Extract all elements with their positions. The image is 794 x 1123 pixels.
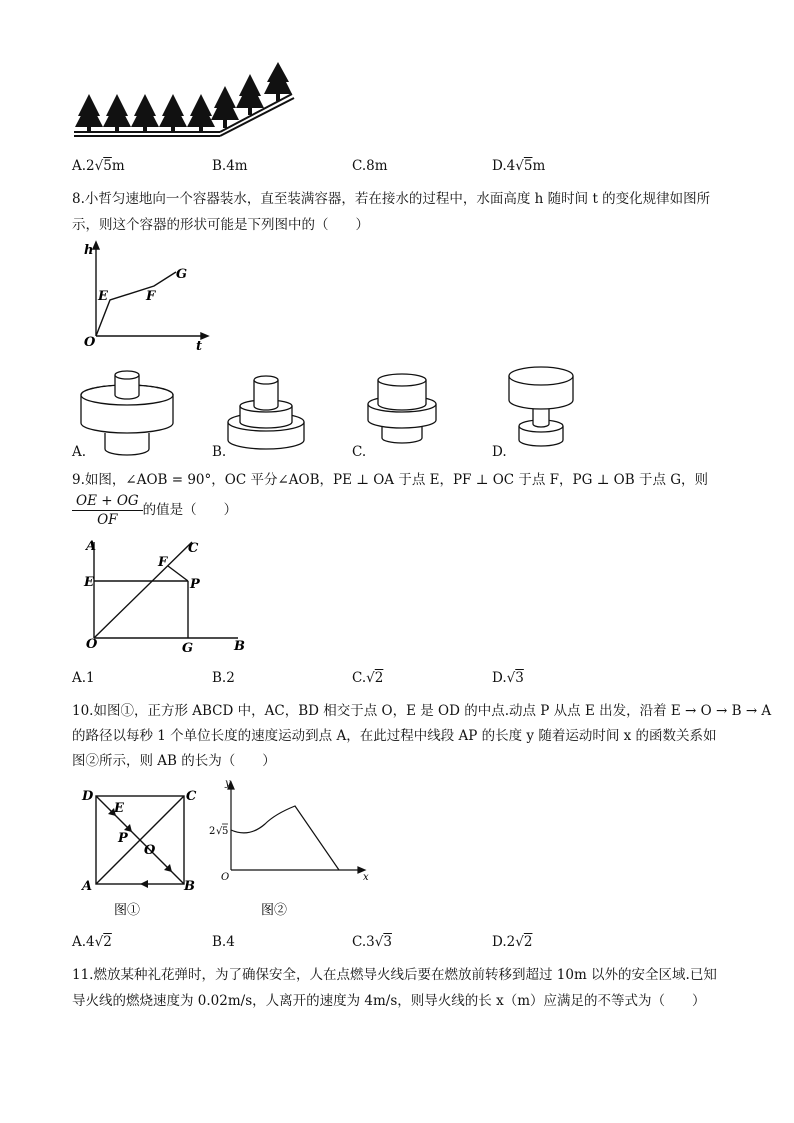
q10-line2: 的路径以每秒 1 个单位长度的速度运动到点 A，在此过程中线段 AP 的长度 y 随着运动时间 x 的函数关系如 — [72, 728, 717, 744]
q10-figure-2 — [205, 776, 375, 921]
label-o: O — [86, 637, 98, 652]
q10-option-d[interactable]: D.2√2 — [492, 934, 533, 950]
q9-option-b[interactable]: B.2 — [212, 670, 235, 686]
q11-line2: 导火线的燃烧速度为 0.02m/s，人离开的速度为 4m/s，则导火线的长 x（m）应满足的不等式为（ ） — [72, 993, 706, 1009]
q10-option-a[interactable]: A.4√2 — [72, 934, 112, 950]
q9-option-c[interactable]: C.√2 — [352, 670, 384, 686]
y-tick-coef: 2 — [209, 826, 216, 837]
sqrt-symbol: √ — [515, 934, 524, 950]
q10-line3: 图②所示，则 AB 的长为（ ） — [72, 753, 276, 769]
label-o: O — [144, 843, 156, 858]
figure-2-caption: 图② — [261, 903, 288, 918]
q8-option-b[interactable]: B. — [212, 444, 227, 460]
label-b: B — [184, 879, 195, 894]
sqrt-symbol: √ — [515, 158, 524, 174]
q8-graph — [80, 238, 220, 353]
label-g: G — [176, 267, 188, 282]
q10-figure-1 — [80, 786, 205, 921]
q10-line1: 10.如图①，正方形 ABCD 中，AC，BD 相交于点 O，E 是 OD 的中点.动点 P 从点 E 出发，沿着 E → O → B → A — [72, 703, 772, 719]
label-p: P — [190, 577, 200, 592]
sqrt-symbol: √ — [216, 826, 223, 837]
q8-option-a[interactable]: A. — [72, 444, 87, 460]
container-b — [222, 370, 332, 456]
q9-figure — [80, 534, 250, 659]
q7-option-a[interactable]: A.2√5m — [72, 158, 125, 174]
q7-option-c[interactable]: C.8m — [352, 158, 388, 174]
axis-label-t: t — [196, 339, 203, 353]
q8-option-d[interactable]: D. — [492, 444, 507, 460]
q7-option-b[interactable]: B.4m — [212, 158, 248, 174]
q9-option-a[interactable]: A.1 — [72, 670, 95, 686]
label-b: B — [234, 639, 245, 654]
container-d — [505, 360, 595, 456]
trees-figure — [70, 62, 310, 142]
label-e: E — [98, 289, 108, 304]
q8-line2: 示，则这个容器的形状可能是下列图中的（ ） — [72, 217, 369, 233]
sqrt-symbol: √ — [94, 158, 104, 174]
label-f: F — [146, 289, 156, 304]
q7-option-d[interactable]: D.4√5m — [492, 158, 546, 174]
label-d: D — [82, 789, 94, 804]
label-a: A — [82, 879, 93, 894]
q8-line1: 8.小哲匀速地向一个容器装水，直至装满容器，若在接水的过程中，水面高度 h 随时间 t 的变化规律如图所 — [72, 191, 711, 207]
q10-option-c[interactable]: C.3√3 — [352, 934, 392, 950]
label-o: O — [84, 335, 96, 350]
label-p: P — [118, 831, 128, 846]
q10-option-b[interactable]: B.4 — [212, 934, 235, 950]
sqrt-symbol: √ — [94, 934, 104, 950]
label-o: O — [221, 872, 230, 883]
y-tick-rad: 5 — [222, 826, 229, 837]
label-c: C — [186, 789, 197, 804]
q11-line1: 11.燃放某种礼花弹时，为了确保安全，人在点燃导火线后要在燃放前转移到超过 10m 以外的安全区域.已知 — [72, 967, 717, 983]
figure-1-caption: 图① — [114, 903, 141, 918]
q9-fraction: $\frac{OE + OG}{OF}$ — [72, 492, 143, 529]
axis-label-h: h — [84, 243, 94, 258]
sqrt-symbol: √ — [374, 934, 384, 950]
label-f: F — [158, 555, 168, 570]
axis-label-x: x — [363, 872, 369, 883]
label-c: C — [188, 541, 199, 556]
sqrt-symbol: √ — [366, 670, 375, 686]
label-e: E — [84, 575, 94, 590]
q9-option-d[interactable]: D.√3 — [492, 670, 524, 686]
q8-option-c[interactable]: C. — [352, 444, 367, 460]
label-g: G — [182, 641, 194, 656]
label-e: E — [114, 801, 124, 816]
container-a — [75, 365, 195, 457]
sqrt-symbol: √ — [506, 670, 516, 686]
container-c — [362, 372, 462, 454]
q9-line1: 9.如图，∠AOB = 90°，OC 平分∠AOB，PE ⊥ OA 于点 E，PF ⊥ OC 于点 F，PG ⊥ OB 于点 G，则 — [72, 472, 709, 488]
q9-fraction-line: $\frac{OE + OG}{OF}$ 的值是（ ） — [72, 492, 237, 529]
axis-label-y: y — [225, 778, 231, 789]
label-a: A — [86, 539, 97, 554]
